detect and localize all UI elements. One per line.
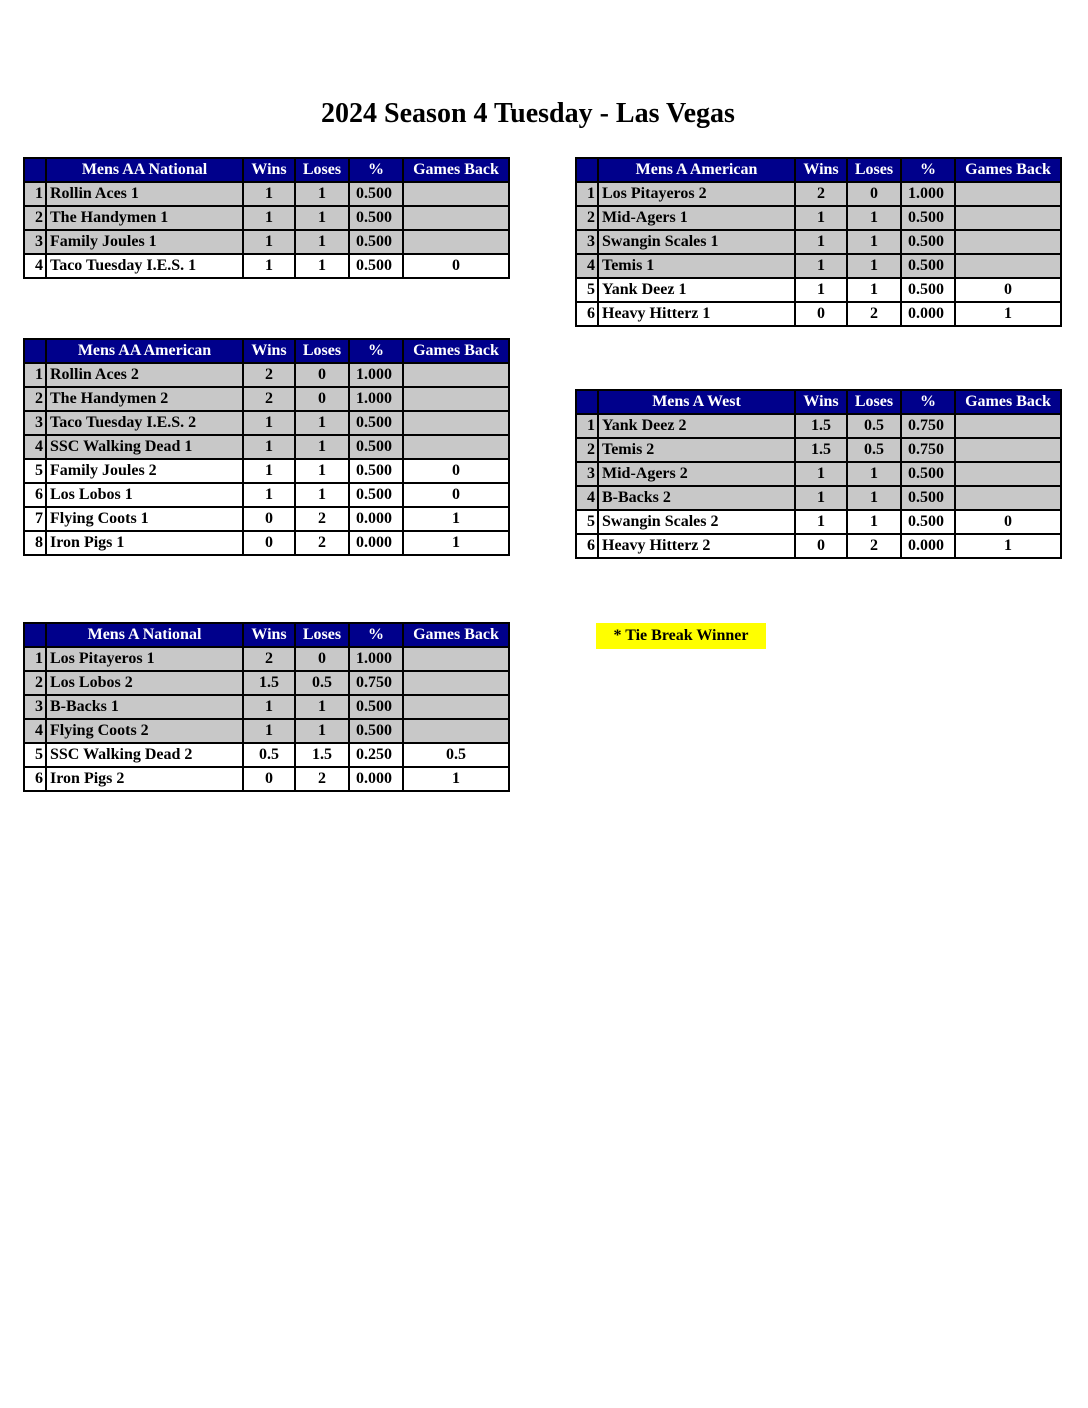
- table-row: [24, 387, 509, 411]
- loses-cell: 1: [295, 230, 349, 254]
- table-row: [576, 230, 1061, 254]
- rank-cell: 4: [24, 719, 46, 743]
- games-back-cell: [955, 462, 1061, 486]
- team-name-cell: Taco Tuesday I.E.S. 1: [46, 254, 243, 278]
- pct-cell: 0.500: [901, 206, 955, 230]
- table-row: [576, 414, 1061, 438]
- table-row: [24, 363, 509, 387]
- games-back-cell: 1: [403, 767, 509, 791]
- team-name-cell: Heavy Hitterz 2: [598, 534, 795, 558]
- rank-header: [576, 390, 598, 414]
- rank-cell: 8: [24, 531, 46, 555]
- loses-cell: 2: [295, 767, 349, 791]
- loses-cell: 1: [295, 254, 349, 278]
- wins-cell: 1: [243, 483, 295, 507]
- rank-cell: 5: [24, 743, 46, 767]
- loses-header: Loses: [295, 158, 349, 182]
- pct-cell: 1.000: [349, 387, 403, 411]
- rank-cell: 6: [576, 534, 598, 558]
- pct-cell: 0.500: [349, 459, 403, 483]
- division-name: Mens A American: [598, 158, 795, 182]
- pct-cell: 0.750: [901, 414, 955, 438]
- loses-header: Loses: [295, 623, 349, 647]
- loses-cell: 1: [847, 230, 901, 254]
- table-row: [576, 254, 1061, 278]
- pct-header: %: [349, 339, 403, 363]
- team-name-cell: Temis 2: [598, 438, 795, 462]
- rank-header: [24, 158, 46, 182]
- pct-cell: 0.500: [349, 435, 403, 459]
- table-row: [576, 462, 1061, 486]
- table-row: [576, 486, 1061, 510]
- pct-cell: 0.750: [349, 671, 403, 695]
- rank-cell: 3: [24, 230, 46, 254]
- table-row: [576, 278, 1061, 302]
- header-row: [24, 158, 509, 182]
- team-name-cell: Family Joules 2: [46, 459, 243, 483]
- rank-cell: 2: [24, 671, 46, 695]
- pct-cell: 0.500: [901, 254, 955, 278]
- games-back-header: Games Back: [955, 158, 1061, 182]
- loses-cell: 1: [295, 182, 349, 206]
- games-back-header: Games Back: [403, 158, 509, 182]
- team-name-cell: Yank Deez 2: [598, 414, 795, 438]
- rank-cell: 4: [24, 254, 46, 278]
- wins-header: Wins: [243, 623, 295, 647]
- loses-cell: 2: [295, 531, 349, 555]
- team-name-cell: Flying Coots 2: [46, 719, 243, 743]
- wins-cell: 0: [243, 507, 295, 531]
- table-row: [24, 435, 509, 459]
- wins-cell: 2: [243, 363, 295, 387]
- games-back-cell: [955, 414, 1061, 438]
- rank-cell: 4: [24, 435, 46, 459]
- wins-cell: 1: [795, 206, 847, 230]
- team-name-cell: Heavy Hitterz 1: [598, 302, 795, 326]
- games-back-cell: 1: [403, 507, 509, 531]
- loses-cell: 2: [847, 302, 901, 326]
- wins-cell: 1.5: [243, 671, 295, 695]
- team-name-cell: B-Backs 2: [598, 486, 795, 510]
- loses-cell: 0: [295, 363, 349, 387]
- header-row: [576, 390, 1061, 414]
- table-row: [24, 695, 509, 719]
- table-row: [24, 531, 509, 555]
- standings-table-mens-aa-american: [23, 338, 510, 556]
- wins-cell: 1: [243, 719, 295, 743]
- table-row: [576, 206, 1061, 230]
- wins-cell: 1: [243, 695, 295, 719]
- games-back-header: Games Back: [403, 623, 509, 647]
- loses-cell: 1: [847, 510, 901, 534]
- wins-cell: 0.5: [243, 743, 295, 767]
- standings-table-mens-aa-national: [23, 157, 510, 279]
- rank-cell: 5: [576, 510, 598, 534]
- loses-cell: 0: [847, 182, 901, 206]
- pct-cell: 0.500: [349, 483, 403, 507]
- rank-cell: 1: [24, 182, 46, 206]
- games-back-header: Games Back: [955, 390, 1061, 414]
- loses-cell: 1: [295, 459, 349, 483]
- table-row: [24, 719, 509, 743]
- wins-cell: 0: [243, 767, 295, 791]
- tie-break-note: * Tie Break Winner: [596, 623, 766, 649]
- team-name-cell: Rollin Aces 1: [46, 182, 243, 206]
- pct-cell: 0.250: [349, 743, 403, 767]
- table-row: [24, 767, 509, 791]
- games-back-cell: 1: [955, 534, 1061, 558]
- loses-cell: 0.5: [295, 671, 349, 695]
- pct-cell: 0.500: [349, 206, 403, 230]
- table-row: [24, 671, 509, 695]
- games-back-cell: [403, 719, 509, 743]
- team-name-cell: Temis 1: [598, 254, 795, 278]
- games-back-cell: 1: [403, 531, 509, 555]
- loses-cell: 1: [295, 483, 349, 507]
- wins-cell: 1.5: [795, 438, 847, 462]
- team-name-cell: B-Backs 1: [46, 695, 243, 719]
- header-row: [24, 339, 509, 363]
- wins-cell: 0: [795, 302, 847, 326]
- wins-header: Wins: [243, 339, 295, 363]
- team-name-cell: SSC Walking Dead 2: [46, 743, 243, 767]
- rank-cell: 5: [24, 459, 46, 483]
- loses-cell: 1: [295, 435, 349, 459]
- loses-cell: 1: [295, 411, 349, 435]
- rank-cell: 2: [24, 206, 46, 230]
- pct-cell: 0.000: [901, 534, 955, 558]
- loses-cell: 0.5: [847, 438, 901, 462]
- wins-cell: 0: [243, 531, 295, 555]
- rank-cell: 3: [24, 695, 46, 719]
- games-back-header: Games Back: [403, 339, 509, 363]
- table-row: [24, 254, 509, 278]
- pct-header: %: [349, 623, 403, 647]
- wins-cell: 2: [243, 647, 295, 671]
- table-row: [24, 459, 509, 483]
- games-back-cell: [955, 438, 1061, 462]
- team-name-cell: Los Lobos 2: [46, 671, 243, 695]
- division-name: Mens A National: [46, 623, 243, 647]
- rank-cell: 4: [576, 486, 598, 510]
- pct-cell: 0.500: [901, 462, 955, 486]
- pct-cell: 0.000: [901, 302, 955, 326]
- loses-header: Loses: [847, 390, 901, 414]
- pct-cell: 0.500: [349, 182, 403, 206]
- rank-cell: 2: [576, 438, 598, 462]
- table-row: [24, 647, 509, 671]
- team-name-cell: SSC Walking Dead 1: [46, 435, 243, 459]
- pct-cell: 0.000: [349, 767, 403, 791]
- pct-header: %: [349, 158, 403, 182]
- division-name: Mens AA National: [46, 158, 243, 182]
- wins-cell: 1: [243, 411, 295, 435]
- wins-cell: 2: [795, 182, 847, 206]
- table-row: [576, 534, 1061, 558]
- pct-cell: 0.500: [901, 510, 955, 534]
- rank-cell: 1: [24, 647, 46, 671]
- pct-cell: 0.500: [901, 230, 955, 254]
- team-name-cell: Los Pitayeros 2: [598, 182, 795, 206]
- table-row: [24, 743, 509, 767]
- team-name-cell: Flying Coots 1: [46, 507, 243, 531]
- pct-cell: 1.000: [349, 647, 403, 671]
- page-title: 2024 Season 4 Tuesday - Las Vegas: [321, 98, 735, 129]
- standings-table-mens-a-national: [23, 622, 510, 792]
- wins-cell: 1: [795, 486, 847, 510]
- pct-cell: 0.500: [901, 278, 955, 302]
- games-back-cell: [955, 182, 1061, 206]
- wins-cell: 1: [795, 278, 847, 302]
- loses-cell: 1: [847, 278, 901, 302]
- loses-cell: 1: [847, 206, 901, 230]
- standings-table-mens-a-american: [575, 157, 1062, 327]
- loses-cell: 2: [847, 534, 901, 558]
- games-back-cell: [403, 363, 509, 387]
- loses-cell: 1: [295, 206, 349, 230]
- team-name-cell: Taco Tuesday I.E.S. 2: [46, 411, 243, 435]
- rank-header: [24, 339, 46, 363]
- loses-cell: 2: [295, 507, 349, 531]
- games-back-cell: 0: [403, 459, 509, 483]
- pct-cell: 0.500: [349, 695, 403, 719]
- wins-cell: 1: [795, 462, 847, 486]
- loses-cell: 1: [847, 462, 901, 486]
- header-row: [24, 623, 509, 647]
- games-back-cell: [955, 230, 1061, 254]
- pct-cell: 0.500: [349, 254, 403, 278]
- games-back-cell: [403, 387, 509, 411]
- pct-cell: 1.000: [901, 182, 955, 206]
- rank-cell: 6: [24, 483, 46, 507]
- team-name-cell: The Handymen 2: [46, 387, 243, 411]
- rank-cell: 1: [576, 414, 598, 438]
- loses-cell: 1: [295, 695, 349, 719]
- games-back-cell: [403, 230, 509, 254]
- rank-cell: 5: [576, 278, 598, 302]
- games-back-cell: [955, 486, 1061, 510]
- pct-cell: 0.750: [901, 438, 955, 462]
- rank-cell: 2: [576, 206, 598, 230]
- pct-cell: 0.500: [349, 411, 403, 435]
- rank-cell: 7: [24, 507, 46, 531]
- loses-cell: 0.5: [847, 414, 901, 438]
- table-row: [24, 182, 509, 206]
- wins-cell: 0: [795, 534, 847, 558]
- team-name-cell: Mid-Agers 1: [598, 206, 795, 230]
- division-name: Mens A West: [598, 390, 795, 414]
- rank-cell: 3: [576, 462, 598, 486]
- loses-cell: 0: [295, 387, 349, 411]
- games-back-cell: [955, 254, 1061, 278]
- wins-header: Wins: [795, 158, 847, 182]
- team-name-cell: The Handymen 1: [46, 206, 243, 230]
- games-back-cell: [403, 671, 509, 695]
- wins-cell: 1.5: [795, 414, 847, 438]
- table-row: [24, 230, 509, 254]
- loses-header: Loses: [295, 339, 349, 363]
- wins-cell: 1: [243, 435, 295, 459]
- rank-header: [576, 158, 598, 182]
- games-back-cell: 0: [403, 483, 509, 507]
- games-back-cell: [403, 182, 509, 206]
- team-name-cell: Family Joules 1: [46, 230, 243, 254]
- header-row: [576, 158, 1061, 182]
- games-back-cell: [403, 647, 509, 671]
- wins-cell: 1: [243, 230, 295, 254]
- wins-cell: 1: [243, 254, 295, 278]
- pct-header: %: [901, 390, 955, 414]
- wins-header: Wins: [795, 390, 847, 414]
- division-name: Mens AA American: [46, 339, 243, 363]
- wins-cell: 1: [795, 230, 847, 254]
- pct-cell: 0.500: [349, 230, 403, 254]
- rank-cell: 1: [24, 363, 46, 387]
- games-back-cell: [403, 435, 509, 459]
- pct-cell: 0.000: [349, 531, 403, 555]
- games-back-cell: 0: [955, 278, 1061, 302]
- loses-cell: 1: [847, 254, 901, 278]
- loses-header: Loses: [847, 158, 901, 182]
- standings-table-mens-a-west: [575, 389, 1062, 559]
- pct-header: %: [901, 158, 955, 182]
- games-back-cell: [403, 695, 509, 719]
- rank-cell: 6: [24, 767, 46, 791]
- table-row: [24, 206, 509, 230]
- rank-cell: 3: [576, 230, 598, 254]
- team-name-cell: Iron Pigs 2: [46, 767, 243, 791]
- table-row: [576, 510, 1061, 534]
- games-back-cell: 0: [403, 254, 509, 278]
- games-back-cell: 0.5: [403, 743, 509, 767]
- games-back-cell: 0: [955, 510, 1061, 534]
- team-name-cell: Iron Pigs 1: [46, 531, 243, 555]
- team-name-cell: Rollin Aces 2: [46, 363, 243, 387]
- rank-cell: 3: [24, 411, 46, 435]
- rank-cell: 4: [576, 254, 598, 278]
- pct-cell: 0.500: [901, 486, 955, 510]
- wins-cell: 1: [243, 459, 295, 483]
- team-name-cell: Los Pitayeros 1: [46, 647, 243, 671]
- loses-cell: 1: [295, 719, 349, 743]
- table-row: [24, 483, 509, 507]
- games-back-cell: [403, 411, 509, 435]
- table-row: [576, 302, 1061, 326]
- wins-cell: 2: [243, 387, 295, 411]
- wins-cell: 1: [243, 182, 295, 206]
- table-row: [576, 182, 1061, 206]
- games-back-cell: 1: [955, 302, 1061, 326]
- games-back-cell: [955, 206, 1061, 230]
- pct-cell: 0.000: [349, 507, 403, 531]
- team-name-cell: Yank Deez 1: [598, 278, 795, 302]
- table-row: [24, 411, 509, 435]
- team-name-cell: Swangin Scales 2: [598, 510, 795, 534]
- team-name-cell: Los Lobos 1: [46, 483, 243, 507]
- pct-cell: 1.000: [349, 363, 403, 387]
- team-name-cell: Mid-Agers 2: [598, 462, 795, 486]
- loses-cell: 1: [847, 486, 901, 510]
- loses-cell: 0: [295, 647, 349, 671]
- team-name-cell: Swangin Scales 1: [598, 230, 795, 254]
- rank-header: [24, 623, 46, 647]
- rank-cell: 1: [576, 182, 598, 206]
- wins-cell: 1: [243, 206, 295, 230]
- table-row: [24, 507, 509, 531]
- wins-header: Wins: [243, 158, 295, 182]
- table-row: [576, 438, 1061, 462]
- loses-cell: 1.5: [295, 743, 349, 767]
- rank-cell: 6: [576, 302, 598, 326]
- wins-cell: 1: [795, 254, 847, 278]
- rank-cell: 2: [24, 387, 46, 411]
- pct-cell: 0.500: [349, 719, 403, 743]
- wins-cell: 1: [795, 510, 847, 534]
- games-back-cell: [403, 206, 509, 230]
